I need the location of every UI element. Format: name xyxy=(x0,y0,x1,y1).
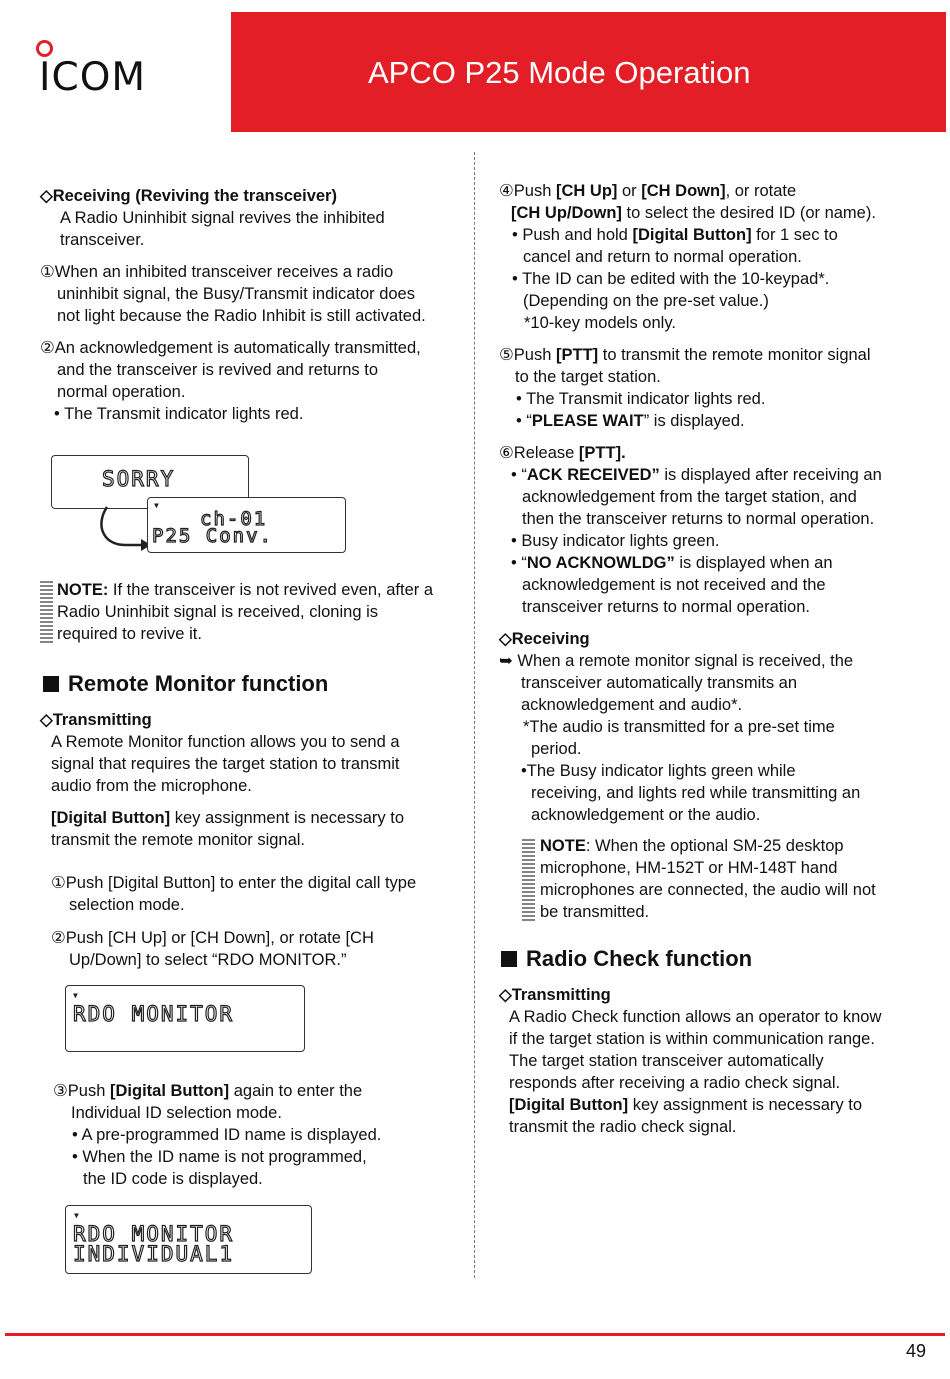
icom-logo xyxy=(34,38,159,100)
step-4-bullet: *10-key models only. xyxy=(524,314,676,332)
column-divider xyxy=(474,152,475,1278)
step-6-bullet: • “ACK RECEIVED” is displayed after receiving an xyxy=(511,466,882,484)
rm-step-3-line: ③Push [Digital Button] again to enter the xyxy=(53,1082,363,1100)
step-6-bullet: acknowledgement is not received and the xyxy=(522,576,826,594)
rm-step-1-line: ①Push [Digital Button] to enter the digital call type xyxy=(51,874,417,892)
step-5-bullet: • The Transmit indicator lights red. xyxy=(516,390,766,408)
step-6-bullet: • Busy indicator lights green. xyxy=(511,532,720,550)
receiving-indicator-note: acknowledgement or the audio. xyxy=(531,806,761,824)
step-6-bullet: acknowledgement from the target station, and xyxy=(522,488,857,506)
section-heading: Remote Monitor function xyxy=(43,671,328,697)
step-6-bullet: transceiver returns to normal operation. xyxy=(522,598,810,616)
transmitting-line: audio from the microphone. xyxy=(51,777,252,795)
receiving-line: acknowledgement and audio*. xyxy=(521,696,743,714)
note-marker xyxy=(40,581,53,643)
step-6-bullet: • “NO ACKNOWLDG” is displayed when an xyxy=(511,554,833,572)
footer-rule xyxy=(5,1333,945,1336)
step-5-line: to the target station. xyxy=(515,368,661,386)
radio-check-line: if the target station is within communication range. xyxy=(509,1030,875,1048)
step-1-line: ①When an inhibited transceiver receives a radio xyxy=(40,263,394,281)
transmitting-line: A Remote Monitor function allows you to send a xyxy=(51,733,400,751)
rm-step-3-bullet: • A pre-programmed ID name is displayed. xyxy=(72,1126,382,1144)
logo-text: ICOM xyxy=(39,55,147,100)
step-5-bullet: • “PLEASE WAIT” is displayed. xyxy=(516,412,745,430)
receiving-footnote: period. xyxy=(531,740,582,758)
lcd-indicator-icon: ▼ xyxy=(154,501,161,510)
step-4-bullet: (Depending on the pre-set value.) xyxy=(523,292,769,310)
lcd-rdo-text: RDO MONITOR xyxy=(73,1222,235,1246)
lcd-indicator-icon: ▼ xyxy=(73,991,80,1000)
note-line: Radio Uninhibit signal is received, cloning is xyxy=(57,603,379,621)
step-4-bullet: cancel and return to normal operation. xyxy=(523,248,802,266)
transmitting-line: signal that requires the target station to transmit xyxy=(51,755,400,773)
lcd-channel-text: ch-01 xyxy=(200,508,268,530)
rm-step-1-line: selection mode. xyxy=(69,896,185,914)
step-6-bullet: then the transceiver returns to normal operation. xyxy=(522,510,875,528)
note-marker xyxy=(522,837,535,921)
receiving-intro-line: A Radio Uninhibit signal revives the inhibited xyxy=(60,209,385,227)
receiving-heading: ◇Receiving (Reviving the transceiver) xyxy=(40,187,337,205)
step-4-bullet: • The ID can be edited with the 10-keypad*. xyxy=(512,270,830,288)
note-line: microphones are connected, the audio will not xyxy=(540,881,876,899)
note-line: microphone, HM-152T or HM-148T hand xyxy=(540,859,838,877)
radio-check-line: A Radio Check function allows an operator to know xyxy=(509,1008,882,1026)
square-bullet-icon xyxy=(43,676,59,692)
transmitting-heading: ◇Transmitting xyxy=(40,711,152,729)
lcd-individual-display xyxy=(65,1205,312,1274)
receiving-line: ➥ When a remote monitor signal is received, the xyxy=(499,652,854,670)
rm-step-2-line: ②Push [CH Up] or [CH Down], or rotate [CH xyxy=(51,929,374,947)
lcd-sorry-text: SORRY xyxy=(102,467,176,491)
transmitting-heading: ◇Transmitting xyxy=(499,986,611,1004)
step-5-line: ⑤Push [PTT] to transmit the remote monitor signal xyxy=(499,346,871,364)
step-2-line: and the transceiver is revived and returns to xyxy=(57,361,379,379)
receiving-line: transceiver automatically transmits an xyxy=(521,674,798,692)
step-1-line: uninhibit signal, the Busy/Transmit indicator does xyxy=(57,285,415,303)
lcd-channel-display xyxy=(147,497,346,553)
note-line: be transmitted. xyxy=(540,903,650,921)
step-4-bullet: • Push and hold [Digital Button] for 1 sec to xyxy=(512,226,838,244)
lcd-rdo-text: RDO MONITOR xyxy=(73,1002,235,1026)
lcd-individual-text: INDIVIDUAL1 xyxy=(73,1242,235,1266)
page-number: 49 xyxy=(906,1341,927,1361)
digital-button-note: [Digital Button] key assignment is necessary to xyxy=(51,809,404,827)
rm-step-3-bullet: • When the ID name is not programmed, xyxy=(72,1148,367,1166)
step-2-line: ②An acknowledgement is automatically transmitted, xyxy=(40,339,421,357)
digital-button-note: transmit the remote monitor signal. xyxy=(51,831,306,849)
rm-step-3-line: Individual ID selection mode. xyxy=(71,1104,282,1122)
header-banner xyxy=(231,12,946,132)
step-2-bullet: • The Transmit indicator lights red. xyxy=(54,405,304,423)
step-2-line: normal operation. xyxy=(57,383,186,401)
note-label: NOTE xyxy=(540,837,586,855)
receiving-footnote: *The audio is transmitted for a pre-set time xyxy=(523,718,835,736)
radio-check-line: transmit the radio check signal. xyxy=(509,1118,737,1136)
rm-step-3-bullet: the ID code is displayed. xyxy=(83,1170,263,1188)
step-6-line: ⑥Release [PTT]. xyxy=(499,444,626,462)
receiving-indicator-note: receiving, and lights red while transmitting an xyxy=(531,784,861,802)
radio-check-line: [Digital Button] key assignment is necessary to xyxy=(509,1096,862,1114)
step-4-line: [CH Up/Down] to select the desired ID (or name). xyxy=(511,204,876,222)
square-bullet-icon xyxy=(501,951,517,967)
section-heading: Radio Check function xyxy=(501,946,752,972)
lcd-mode-text: P25 Conv. xyxy=(152,525,273,547)
step-4-line: ④Push [CH Up] or [CH Down], or rotate xyxy=(499,182,797,200)
note-line: NOTE: When the optional SM-25 desktop xyxy=(540,837,844,855)
receiving-heading: ◇Receiving xyxy=(499,630,590,648)
lcd-rdo-monitor-display xyxy=(65,985,305,1052)
rm-step-2-line: Up/Down] to select “RDO MONITOR.” xyxy=(69,951,347,969)
radio-check-line: responds after receiving a radio check signal. xyxy=(509,1074,841,1092)
lcd-indicator-icon: ▼ xyxy=(74,1211,81,1220)
note-line: required to revive it. xyxy=(57,625,202,643)
receiving-intro-line: transceiver. xyxy=(60,231,145,249)
receiving-indicator-note: •The Busy indicator lights green while xyxy=(521,762,796,780)
note-line: NOTE: If the transceiver is not revived even, after a xyxy=(57,581,434,599)
radio-check-line: The target station transceiver automatically xyxy=(509,1052,824,1070)
step-1-line: not light because the Radio Inhibit is still activated. xyxy=(57,307,426,325)
page-title: APCO P25 Mode Operation xyxy=(368,55,751,90)
note-label: NOTE: xyxy=(57,581,109,599)
